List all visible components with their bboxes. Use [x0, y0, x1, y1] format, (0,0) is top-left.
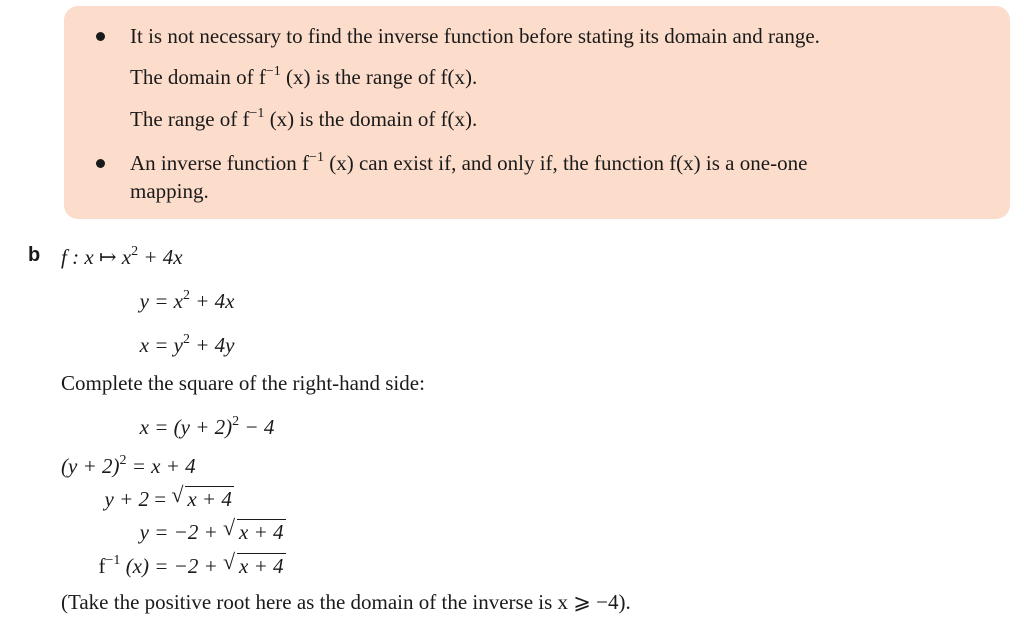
note-domain-line: The domain of $f^{-1}$ (x) is the range of f(x).	[130, 64, 478, 89]
bullet-marker	[96, 32, 105, 41]
square-root: √ x + 4	[171, 482, 232, 511]
equation-2: $x = y^2 + 4y$	[139, 332, 235, 357]
equation-6: y = −2 + √ x + 4	[139, 515, 284, 544]
note-range-line: The range of $f^{-1}$ (x) is the domain of f(x).	[130, 106, 478, 131]
square-root: √ x + 4	[223, 515, 284, 544]
equation-4: $(y + 2)^2 = x + 4$	[61, 453, 196, 478]
equation-5: y + 2 = √ x + 4	[104, 482, 232, 511]
closing-note: (Take the positive root here as the domain of the inverse is x ⩾ −4).	[61, 590, 631, 614]
note-bullet-2: An inverse function $f^{-1}$ (x) can exist if, and only if, the function f(x) is a one-one	[130, 150, 808, 175]
note-bullet-1: It is not necessary to find the inverse function before stating its domain and range.	[130, 24, 820, 48]
note-bullet-2-continuation: mapping.	[130, 179, 209, 203]
function-definition: f : x ↦ $x^2 + 4x$	[61, 244, 183, 269]
bullet-marker	[96, 159, 105, 168]
instruction-text: Complete the square of the right-hand side:	[61, 371, 425, 395]
part-label: b	[28, 244, 41, 266]
square-root: √ x + 4	[223, 549, 284, 578]
equation-1: $y = x^2 + 4x$	[139, 288, 235, 313]
equation-3: $x = (y + 2)^2 - 4$	[139, 414, 275, 439]
equation-7: $f^{-1}$ (x) = −2 + √ x + 4	[98, 549, 284, 578]
